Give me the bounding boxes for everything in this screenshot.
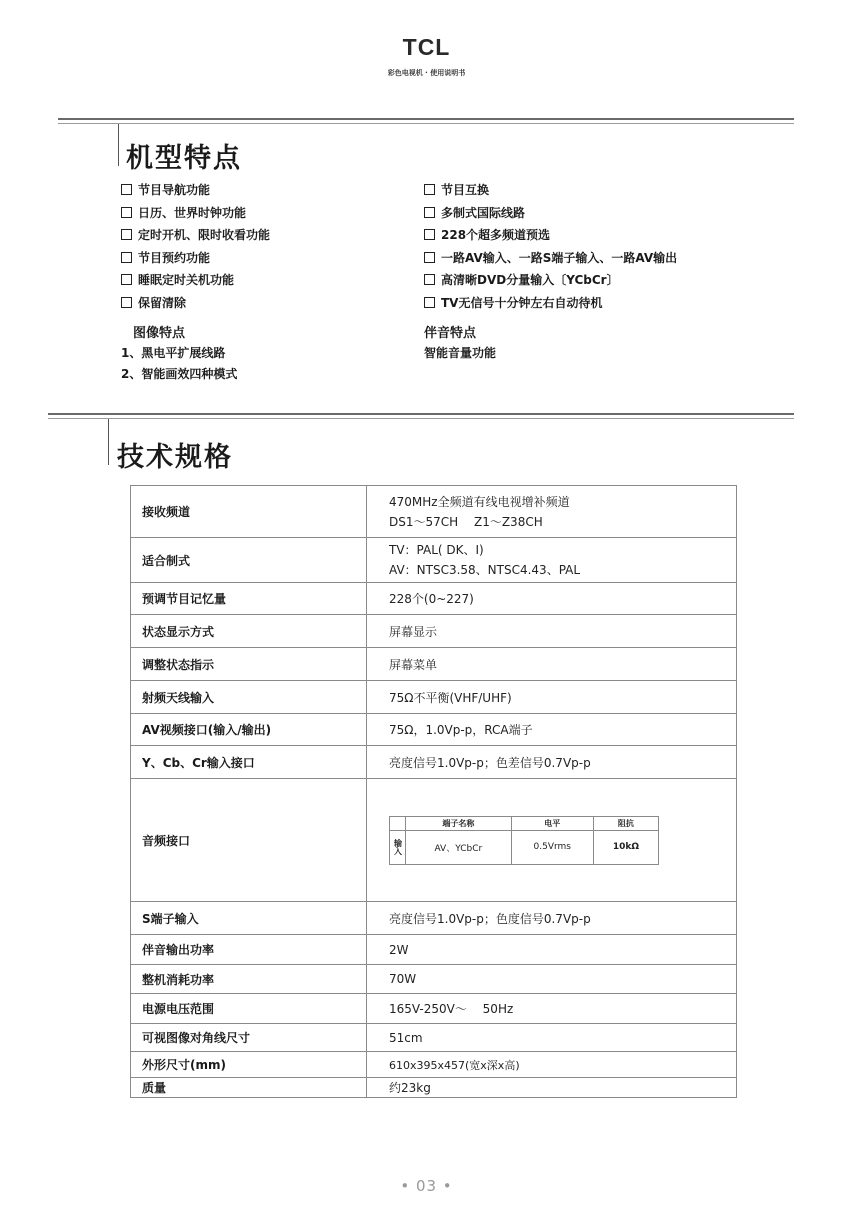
spec-label: 预调节目记忆量 [131,583,367,615]
spec-value: 70W [367,965,737,994]
table-row [131,935,737,965]
spec-value: TV：PAL( DK、I) AV：NTSC3.58、NTSC4.43、PAL [367,538,737,583]
table-row [131,965,737,994]
list-item: 多制式国际线路 [424,202,677,225]
spec-value: 165V-250V～ 50Hz [367,994,737,1024]
spec-value: 228个(0~227) [367,583,737,615]
spec-table [130,485,737,1098]
section-rule-thin [48,418,794,419]
image-features-heading: 图像特点 [133,326,186,341]
spec-label: 伴音输出功率 [131,935,367,965]
table-row [131,538,737,583]
spec-label: S端子输入 [131,902,367,935]
spec-label: 射频天线输入 [131,681,367,714]
spec-value: 470MHz全频道有线电视增补频道 DS1～57CH Z1～Z38CH [367,486,737,538]
list-item: 保留清除 [121,292,270,315]
list-item: 节目预约功能 [121,247,270,270]
list-item: 定时开机、限时收看功能 [121,224,270,247]
list-item: 1、黑电平扩展线路 [121,346,226,360]
sound-features-list [424,343,496,364]
list-item: 智能音量功能 [424,346,497,360]
spec-value: 屏幕显示 [367,615,737,648]
table-row [131,648,737,681]
table-cell: 10kΩ [593,830,658,864]
table-row [131,1024,737,1052]
table-cell: 0.5Vrms [511,830,593,864]
checkbox-icon [424,252,435,263]
table-row [390,830,659,864]
spec-label: Y、Cb、Cr输入接口 [131,746,367,779]
spec-label: 质量 [131,1078,367,1098]
manual-subtitle: 彩色电视机 · 使用说明书 [387,69,466,77]
section-title-specs: 技术规格 [117,442,233,473]
spec-value: 51cm [367,1024,737,1052]
feature-list-right [424,179,677,314]
spec-value: 约23kg [367,1078,737,1098]
table-row [131,1052,737,1078]
feature-list-left [121,179,270,314]
table-row [131,714,737,746]
page-number: • 03 • [400,1177,453,1195]
table-row [131,1078,737,1098]
table-row [131,779,737,902]
list-item: 睡眠定时关机功能 [121,269,270,292]
table-row [131,681,737,714]
table-cell: AV、YCbCr [406,830,512,864]
section-marker [118,124,119,166]
column-header: 端子名称 [406,816,512,830]
section-rule [48,413,794,415]
audio-subtable [389,816,659,865]
brand-logo: TCL [402,34,451,60]
list-item: 一路AV输入、一路S端子输入、一路AV输出 [424,247,677,270]
table-row [131,583,737,615]
list-item: 日历、世界时钟功能 [121,202,270,225]
list-item: 228个超多频道预选 [424,224,677,247]
checkbox-icon [121,252,132,263]
spec-label: 音频接口 [131,779,367,902]
spec-value: 610x395x457(宽x深x高) [367,1052,737,1078]
checkbox-icon [424,184,435,195]
spec-label: 接收频道 [131,486,367,538]
section-rule [58,118,794,120]
spec-value: 75Ω不平衡(VHF/UHF) [367,681,737,714]
checkbox-icon [121,274,132,285]
spec-label: 适合制式 [131,538,367,583]
checkbox-icon [424,229,435,240]
list-item: 2、智能画效四种模式 [121,367,238,381]
list-item: 节目导航功能 [121,179,270,202]
checkbox-icon [121,184,132,195]
spec-value: 2W [367,935,737,965]
spec-label: 整机消耗功率 [131,965,367,994]
checkbox-icon [424,297,435,308]
table-row [131,615,737,648]
checkbox-icon [121,229,132,240]
spec-label: 调整状态指示 [131,648,367,681]
table-row [131,902,737,935]
spec-label: AV视频接口(输入/输出) [131,714,367,746]
checkbox-icon [121,297,132,308]
image-features-list [121,343,237,385]
section-title-features: 机型特点 [126,143,242,174]
column-header: 阻抗 [593,816,658,830]
spec-label: 状态显示方式 [131,615,367,648]
spec-label: 电源电压范围 [131,994,367,1024]
spec-value: 75Ω，1.0Vp-p，RCA端子 [367,714,737,746]
section-rule-thin [58,123,794,124]
checkbox-icon [121,207,132,218]
spec-value: 亮度信号1.0Vp-p；色差信号0.7Vp-p [367,746,737,779]
sound-features-heading: 伴音特点 [424,326,477,341]
spec-label: 外形尺寸(mm) [131,1052,367,1078]
checkbox-icon [424,274,435,285]
spec-label: 可视图像对角线尺寸 [131,1024,367,1052]
checkbox-icon [424,207,435,218]
table-row [131,486,737,538]
column-header: 电平 [511,816,593,830]
list-item: 高清晰DVD分量输入〔YCbCr〕 [424,269,677,292]
section-marker [108,419,109,465]
table-row [131,994,737,1024]
table-row [390,816,659,830]
row-header: 输入 [390,830,406,864]
spec-value [367,779,737,902]
table-row [131,746,737,779]
spec-value: 亮度信号1.0Vp-p；色度信号0.7Vp-p [367,902,737,935]
list-item: 节目互换 [424,179,677,202]
spec-value: 屏幕菜单 [367,648,737,681]
list-item: TV无信号十分钟左右自动待机 [424,292,677,315]
